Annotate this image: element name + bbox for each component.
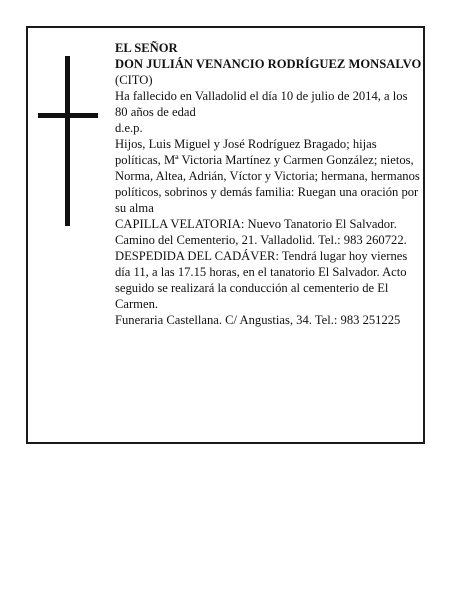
cross-vertical-bar [65, 56, 70, 226]
heading-title: EL SEÑOR [115, 41, 178, 55]
notice-text [115, 40, 423, 328]
death-statement: Ha fallecido en Valladolid el día 10 de julio de 2014, a los 80 años de edad [115, 89, 408, 119]
obituary-notice [26, 26, 425, 444]
dep-text: d.e.p. [115, 121, 143, 135]
deceased-name: DON JULIÁN VENANCIO RODRÍGUEZ MONSALVO [115, 57, 422, 71]
chapel-info: CAPILLA VELATORIA: Nuevo Tanatorio El Salvador. Camino del Cementerio, 21. Valladolid. Tel.: 983 260722. [115, 217, 407, 247]
nickname: (CITO) [115, 73, 153, 87]
cross-horizontal-bar [38, 113, 98, 118]
farewell-info: DESPEDIDA DEL CADÁVER: Tendrá lugar hoy viernes día 11, a las 17.15 horas, en el tanatorio El Salvador. Acto seguido se realizará la conducción al cementerio de El Carmen. [115, 249, 408, 311]
cross-icon [38, 56, 98, 226]
funeral-home-info: Funeraria Castellana. C/ Angustias, 34. Tel.: 983 251225 [115, 313, 401, 327]
family-text: Hijos, Luis Miguel y José Rodríguez Bragado; hijas políticas, Mª Victoria Martínez y Carmen González; nietos, Norma, Altea, Adrián, Víctor y Victoria; hermana, hermanos políticos, sobrinos y demás familia: Ruegan una oración por su alma [115, 137, 420, 215]
